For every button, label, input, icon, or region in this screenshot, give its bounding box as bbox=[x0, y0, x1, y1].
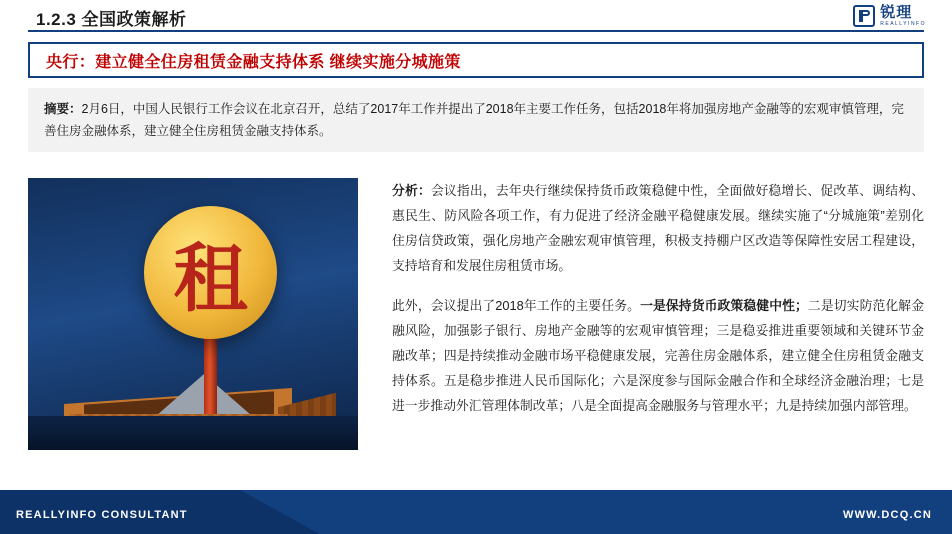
footer-website-text: WWW.DCQ.CN bbox=[843, 509, 932, 521]
ground-shadow bbox=[28, 416, 358, 450]
abstract-paragraph bbox=[44, 98, 908, 142]
slide-footer bbox=[0, 490, 952, 534]
analysis-paragraph-1-text: 会议指出，去年央行继续保持货币政策稳健中性，全面做好稳增长、促改革、调结构、惠民生、防风险各项工作，有力促进了经济金融平稳健康发展。继续实施了“分城施策”差别化住房信贷政策，强化房地产金融宏观审慎管理，积极支持棚户区改造等保障性安居工程建设，支持培育和发展住房租赁市场。 bbox=[392, 183, 925, 273]
analysis-label: 分析： bbox=[392, 183, 431, 198]
headline-box bbox=[28, 42, 924, 78]
analysis-paragraph-2-post: 二是切实防范化解金融风险，加强影子银行、房地产金融等的宏观审慎管理；三是稳妥推进重要领域和关键环节金融改革；四是持续推动金融市场平稳健康发展，完善住房金融体系，建立健全住房租赁金融支持体系。五是稳步推进人民币国际化；六是深度参与国际金融合作和全球经济金融治理；七是进一步推动外汇管理体制改革；八是全面提高金融服务与管理水平；九是持续加强内部管理。 bbox=[392, 298, 925, 413]
abstract-box bbox=[28, 88, 924, 152]
slide-header bbox=[0, 0, 952, 32]
headline-text: 央行：建立健全住房租赁金融支持体系 继续实施分城施策 bbox=[46, 53, 461, 71]
footer-brand-text: REALLYINFO CONSULTANT bbox=[16, 509, 188, 521]
reallyinfo-logo-icon bbox=[853, 5, 875, 27]
logo-chinese-name: 锐理 bbox=[880, 4, 913, 21]
brand-logo bbox=[853, 3, 926, 29]
sign-character: 租 bbox=[173, 238, 248, 321]
analysis-section bbox=[392, 178, 924, 433]
logo-english-name: REALLYINFO bbox=[880, 21, 926, 27]
logo-text bbox=[880, 5, 926, 27]
analysis-paragraph-2-emphasis: 一是保持货币政策稳健中性； bbox=[640, 298, 808, 313]
abstract-text: 2月6日，中国人民银行工作会议在北京召开，总结了2017年工作并提出了2018年主要工作任务，包括2018年将加强房地产金融等的宏观审慎管理，完善住房金融体系，建立健全住房租赁金融支持体系。 bbox=[44, 102, 904, 138]
analysis-paragraph-2 bbox=[392, 293, 924, 418]
header-divider bbox=[28, 30, 924, 32]
analysis-paragraph-1 bbox=[392, 178, 924, 278]
analysis-paragraph-2-pre: 此外，会议提出了2018年工作的主要任务。 bbox=[392, 298, 641, 313]
abstract-label: 摘要： bbox=[44, 102, 82, 116]
rental-sign-illustration bbox=[28, 178, 358, 450]
page-title: 1.2.3 全国政策解析 bbox=[36, 10, 187, 29]
